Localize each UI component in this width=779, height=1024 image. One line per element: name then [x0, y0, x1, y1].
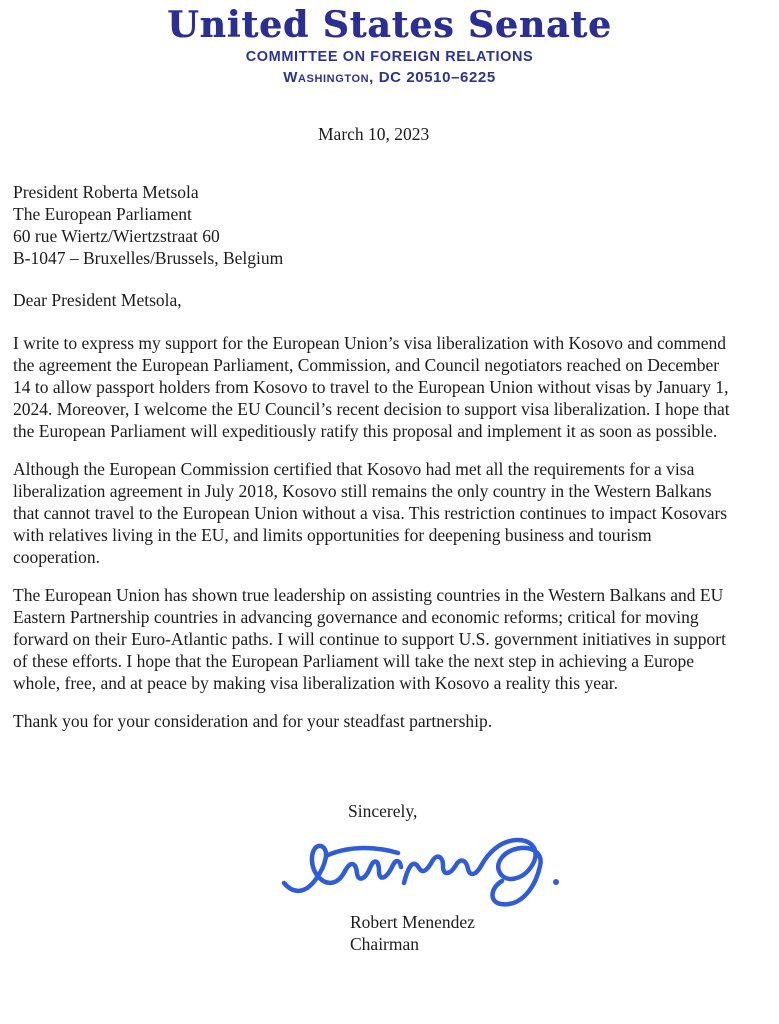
body-paragraph: The European Union has shown true leadership on assisting countries in the Western Balkans and EU Eastern Partnership countries in advancing governance and economic reforms; critical for moving forward on their Euro-Atlantic paths. I will continue to support U.S. government initiatives in support of these efforts. I hope that the European Parliament will take the next step in achieving a Europe whole, free, and at peace by making visa liberalization with Kosovo a reality this year. [13, 585, 726, 693]
signer-name: Robert Menendez [350, 912, 475, 932]
signature-image [280, 825, 580, 917]
recipient-line: The European Parliament [13, 204, 192, 224]
recipient-line: 60 rue Wiertz/Wiertzstraat 60 [13, 226, 220, 246]
letter-date: March 10, 2023 [318, 124, 430, 144]
handwritten-signature-icon [280, 825, 580, 917]
recipient-address-block [0, 181, 779, 269]
body-paragraph: I write to express my support for the European Union’s visa liberalization with Kosovo and commend the agreement the European Parliament, Commission, and Council negotiators reached on December 14 to allow passport holders from Kosovo to travel to the European Union without visas by January 1, 2024. Moreover, I welcome the EU Council’s recent decision to support visa liberalization. I hope that the European Parliament will expeditiously ratify this proposal and implement it as soon as possible. [13, 333, 730, 441]
letterhead [0, 0, 779, 87]
body-paragraph: Although the European Commission certified that Kosovo had met all the requirements for a visa liberalization agreement in July 2018, Kosovo still remains the only country in the Western Balkans that cannot travel to the European Union without a visa. This restriction continues to impact Kosovars with relatives living in the EU, and limits opportunities for deepening business and tourism cooperation. [13, 459, 728, 567]
recipient-line: President Roberta Metsola [13, 182, 199, 202]
signer-title: Chairman [350, 934, 420, 954]
letterhead-committee: COMMITTEE ON FOREIGN RELATIONS [245, 49, 534, 65]
recipient-line: B-1047 – Bruxelles/Brussels, Belgium [13, 248, 284, 268]
letterhead-title: United States Senate [167, 4, 612, 46]
letterhead-city-line: Washington, DC 20510–6225 [283, 69, 496, 86]
signature-block [350, 911, 779, 955]
letter-body [0, 332, 779, 732]
body-paragraph: Thank you for your consideration and for your steadfast partnership. [13, 711, 493, 731]
salutation: Dear President Metsola, [13, 290, 182, 310]
closing-line: Sincerely, [348, 801, 418, 821]
